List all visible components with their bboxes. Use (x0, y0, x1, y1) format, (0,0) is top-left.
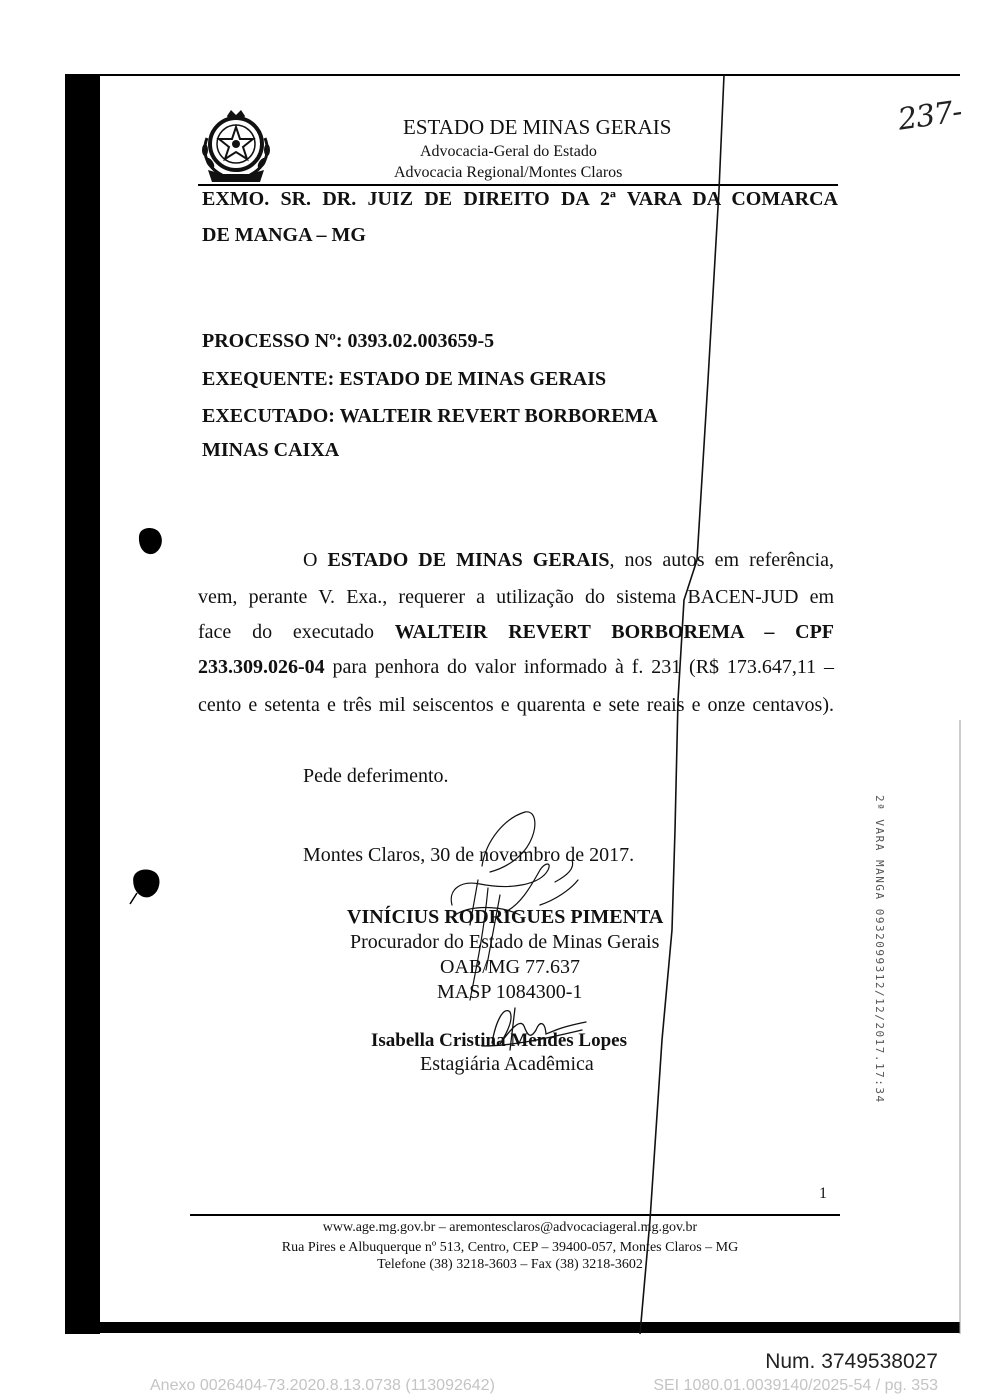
footer-phone: Telefone (38) 3218-3603 – Fax (38) 3218-3602 (377, 1257, 643, 1272)
petition-text-bold: WALTEIR REVERT BORBOREMA – CPF (394, 621, 834, 643)
page-number: 1 (819, 1185, 827, 1202)
footer-address: Rua Pires e Albuquerque nº 513, Centro, CEP – 39400-057, Montes Claros – MG (281, 1240, 739, 1255)
petition-text-bold: 233.309.026-04 (198, 656, 325, 678)
addressee-line-1: EXMO. SR. DR. JUIZ DE DIREITO DA 2ª VARA DA COMARCA (202, 188, 838, 210)
footer-rule (190, 1214, 840, 1216)
letterhead-office: Advocacia Regional/Montes Claros (394, 164, 623, 181)
petition-line (303, 548, 834, 572)
hole-punch-mark (139, 528, 162, 554)
hole-punch-mark (130, 870, 159, 904)
closing-place-date: Montes Claros, 30 de novembro de 2017. (303, 844, 635, 866)
handwritten-folio-number: 237- (895, 94, 964, 138)
petition-text: , nos autos em referência, (609, 549, 834, 571)
signatory-1-name: VINÍCIUS RODRIGUES PIMENTA (347, 906, 664, 928)
petition-text: face do executado (198, 621, 395, 643)
emblem-leaf (264, 144, 270, 156)
case-debtor-continued: MINAS CAIXA (202, 439, 340, 461)
coat-of-arms-icon (196, 108, 276, 186)
petition-line (198, 585, 834, 609)
scan-top-border (65, 74, 960, 76)
petition-line (198, 655, 834, 679)
document-number: Num. 3749538027 (765, 1350, 938, 1373)
petition-text: cento e setenta e três mil seiscentos e quarenta e sete reais e onze centavos). (198, 694, 834, 716)
letterhead-state: ESTADO DE MINAS GERAIS (403, 115, 672, 139)
signatory-1-masp: MASP 1084300-1 (437, 981, 583, 1003)
sei-reference: SEI 1080.01.0039140/2025-54 / pg. 353 (653, 1377, 938, 1394)
signature-stroke (540, 880, 578, 905)
scan-left-border (65, 74, 100, 1334)
signatory-2-title: Estagiária Acadêmica (420, 1053, 594, 1075)
margin-protocol-stamp: 2ª VARA MANGA 0932099312/12/2017.17:34 (873, 795, 886, 1104)
petition-text-bold: ESTADO DE MINAS GERAIS (327, 549, 610, 571)
letterhead-agency: Advocacia-Geral do Estado (420, 143, 597, 160)
signatory-1-oab: OAB/MG 77.637 (440, 956, 581, 978)
annex-reference: Anexo 0026404-73.2020.8.13.0738 (113092642) (150, 1377, 495, 1394)
emblem-leaf (202, 144, 208, 156)
footer-contact: www.age.mg.gov.br – aremontesclaros@advocaciageral.mg.gov.br (322, 1220, 698, 1235)
closing-request: Pede deferimento. (303, 765, 449, 787)
signatory-2-name: Isabella Cristina Mendes Lopes (371, 1030, 627, 1051)
petition-text: para penhora do valor informado à f. 231 (R$ 173.647,11 – (324, 656, 834, 678)
emblem-center (232, 140, 240, 148)
case-debtor: EXECUTADO: WALTEIR REVERT BORBOREMA (202, 405, 658, 427)
petition-text: O (303, 549, 328, 571)
addressee-line-2: DE MANGA – MG (202, 224, 366, 246)
case-number: PROCESSO Nº: 0393.02.003659-5 (202, 330, 495, 352)
signatory-1-title: Procurador do Estado de Minas Gerais (350, 931, 660, 953)
scan-bottom-border (65, 1322, 960, 1333)
petition-line (198, 620, 834, 644)
petition-text: vem, perante V. Exa., requerer a utilização do sistema BACEN-JUD em (198, 586, 834, 608)
petition-line (198, 693, 834, 717)
letterhead-rule (198, 184, 838, 186)
case-creditor: EXEQUENTE: ESTADO DE MINAS GERAIS (202, 368, 607, 390)
